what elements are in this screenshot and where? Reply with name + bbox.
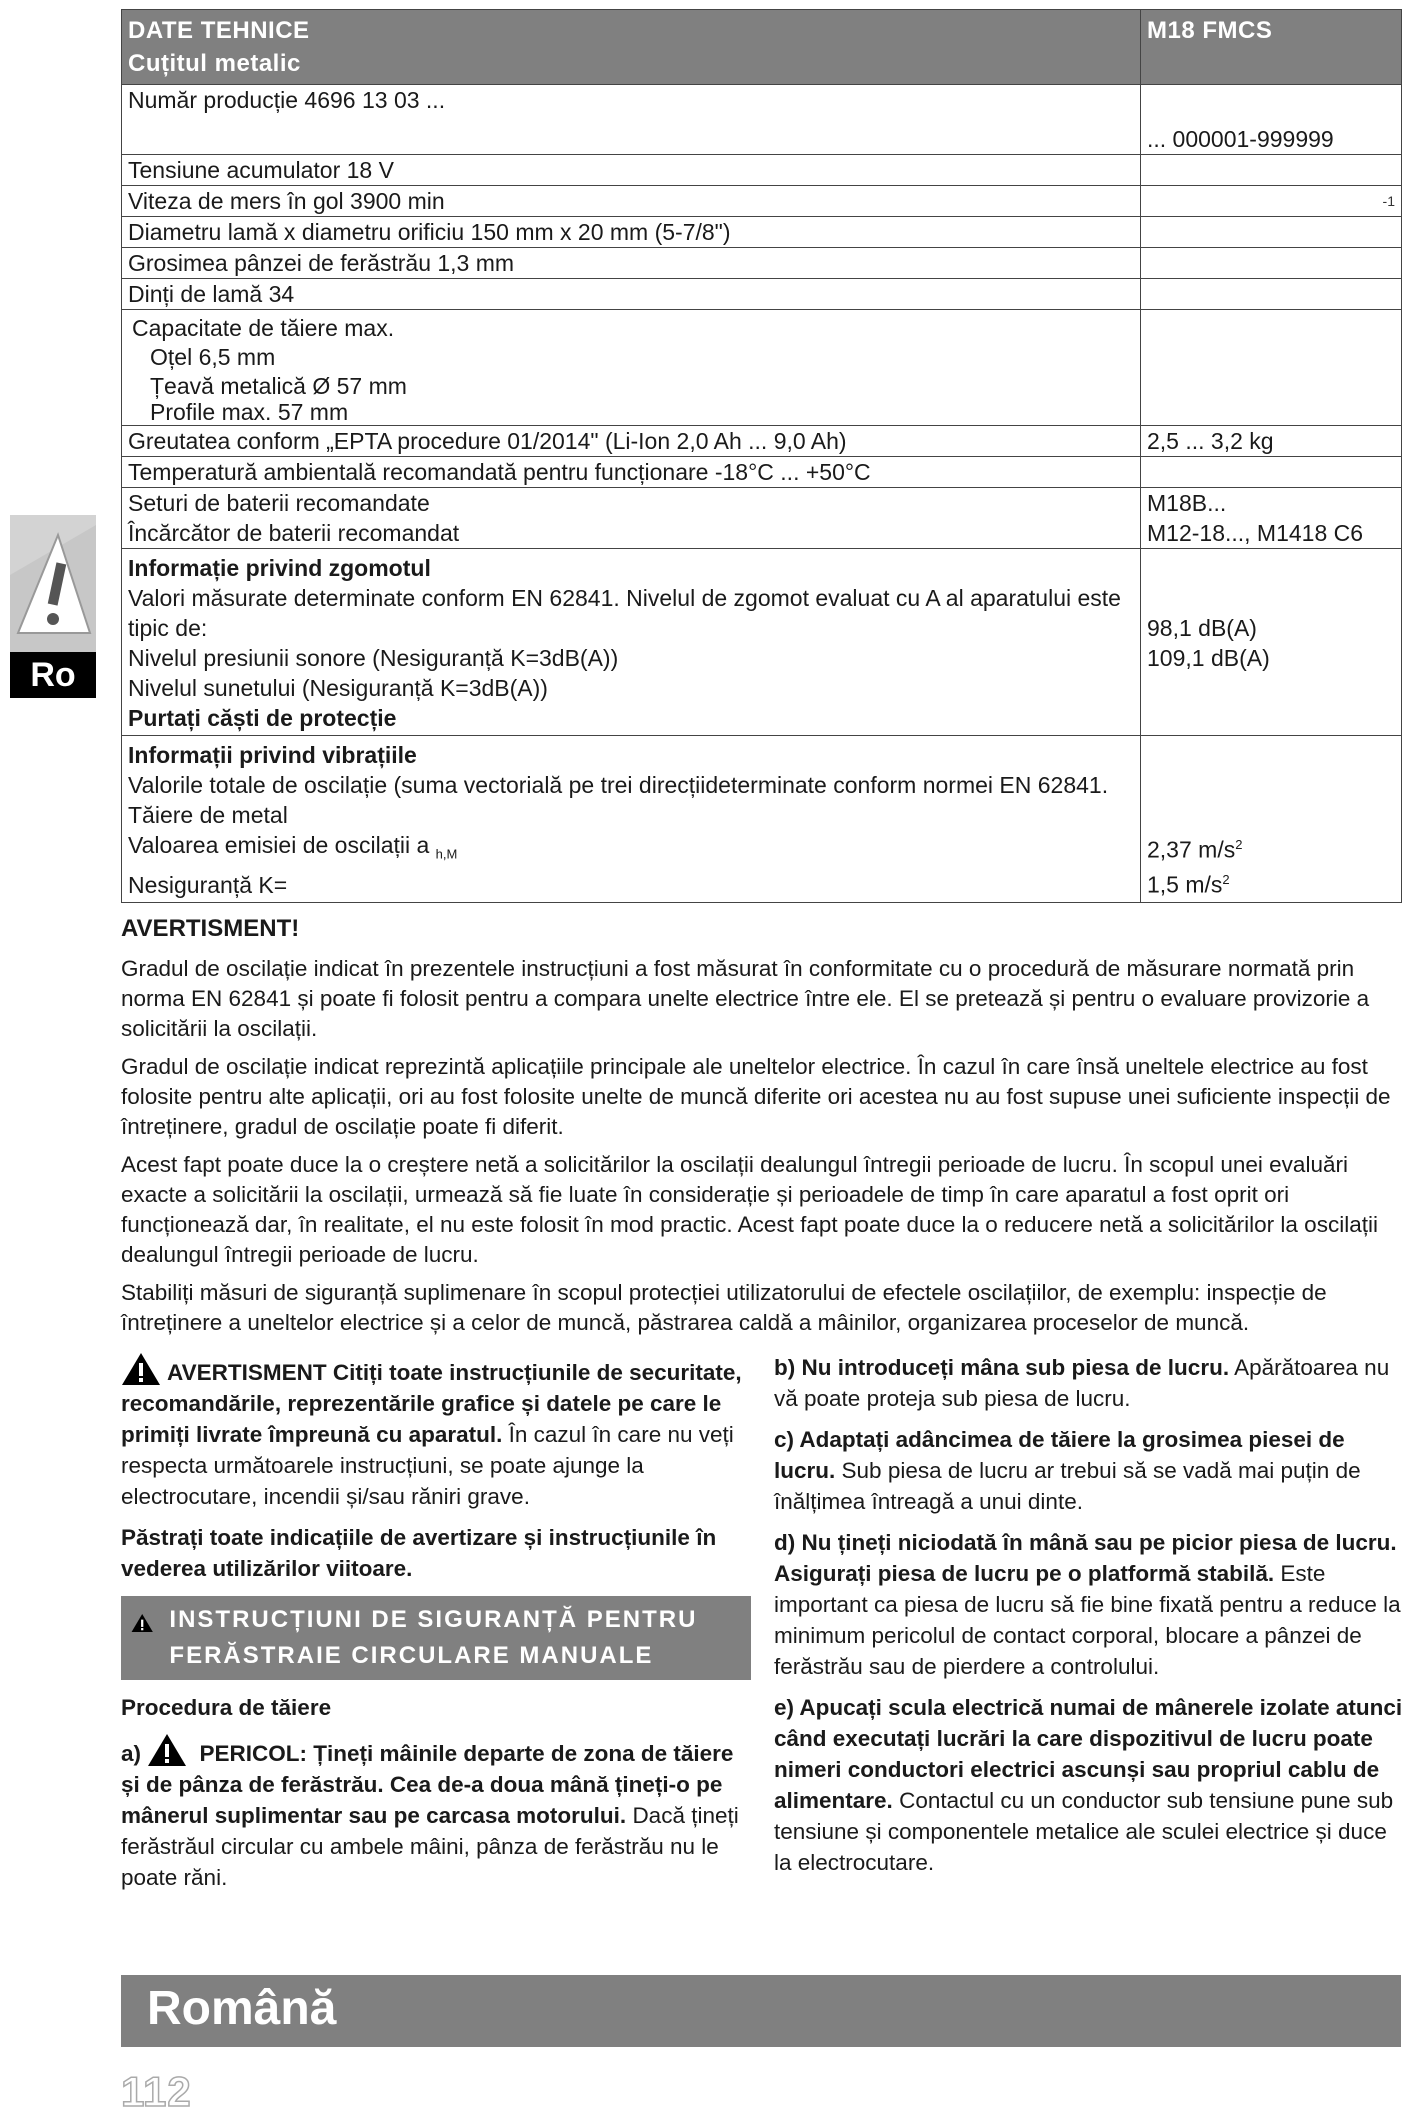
metal-cutting: Tăiere de metal <box>128 802 288 828</box>
technical-data-table <box>121 9 1402 903</box>
row-value: M12-18..., M1418 C6 <box>1147 520 1364 546</box>
warning-paragraph: Acest fapt poate duce la o creștere netă a solicitărilor la oscilații dealungul întregii perioade de lucru. În scopul unei evaluări exacte a solicitării la oscilații, urmează să fie luate în considerație și perioadele de timp în care aparatul a fost oprit ori funcționează dar, în realitate, el nu este folosit în mod practic. Acest fapt poate duce la o reducere netă a solicitărilor la oscilații dealungul întregii perioade de lucru. <box>121 1152 1378 1267</box>
noise-title: Informație privind zgomotul <box>128 555 431 581</box>
sound-pressure-value: 98,1 dB(A) <box>1147 615 1257 641</box>
table-row <box>122 426 1402 457</box>
sound-power-value: 109,1 dB(A) <box>1147 645 1270 671</box>
language-code: Ro <box>10 652 96 698</box>
table-row <box>122 186 1402 217</box>
row-label: Greutatea conform „EPTA procedure 01/2014" (Li-Ion 2,0 Ah ... 9,0 Ah) <box>122 426 1141 457</box>
row-value <box>1141 248 1402 279</box>
table-row <box>122 248 1402 279</box>
sound-pressure-label: Nivelul presiunii sonore (Nesiguranță K=3dB(A)) <box>128 645 619 671</box>
vibration-title: Informații privind vibrațiile <box>128 742 417 768</box>
sound-power-label: Nivelul sunetului (Nesiguranță K=3dB(A)) <box>128 675 548 701</box>
keep-instructions: Păstrați toate indicațiile de avertizare și instrucțiunile în vederea utilizărilor viitoare. <box>121 1525 717 1581</box>
table-row <box>122 217 1402 248</box>
vibration-intro: Valorile totale de oscilație (suma vectorială pe trei direcțiideterminate conform normei EN 62841. <box>128 772 1109 798</box>
footer-language-bar <box>121 1975 1401 2047</box>
warning-title: AVERTISMENT! <box>121 915 300 942</box>
capacity-item: Profile max. 57 mm <box>150 399 349 425</box>
row-value: ... 000001-999999 <box>1141 85 1402 155</box>
table-subtitle: Cuțitul metalic <box>128 50 301 77</box>
table-title: DATE TEHNICE <box>128 17 310 44</box>
table-header <box>122 10 1402 85</box>
capacity-title: Capacitate de tăiere max. <box>132 315 395 341</box>
safety-left-column <box>121 1352 751 1903</box>
capacity-item: Țeavă metalică Ø 57 mm <box>150 373 407 399</box>
warning-triangle-icon <box>131 1606 153 1640</box>
row-label: Tensiune acumulator 18 V <box>122 155 1141 186</box>
row-label: Încărcător de baterii recomandat <box>128 520 460 546</box>
instruction-item-c: c) Adaptați adâncimea de tăiere la grosimea piesei de lucru. Sub piesa de lucru ar trebui să se vadă mai puțin de înălțimea întreagă a unui dinte. <box>774 1427 1361 1514</box>
row-label: Viteza de mers în gol 3900 min <box>122 186 1141 217</box>
safety-right-column <box>774 1352 1404 1888</box>
uncertainty-label: Nesiguranță K= <box>128 871 288 898</box>
warning-paragraph: Gradul de oscilație indicat în prezentele instrucțiuni a fost măsurat în conformitate cu o procedură de măsurare normată prin norma EN 62841 și poate fi folosit pentru a compara unelte electrice între ele. El se pretează și pentru o evaluare provizorie a solicitării la oscilații. <box>121 956 1370 1041</box>
footer-language: Română <box>147 1982 337 2035</box>
page-number: 112 <box>121 2068 192 2115</box>
vibration-emission-value: 2,37 $m/s^2$ <box>1147 836 1243 863</box>
row-label: Număr producție 4696 13 03 ... <box>122 85 1141 155</box>
procedure-heading: Procedura de tăiere <box>121 1695 332 1720</box>
table-row <box>122 310 1402 426</box>
instruction-item-a: a) PERICOL: Țineți mâinile departe de zona de tăiere și de pânza de ferăstrău. Cea de-a doua mână țineți-o pe mânerul suplimentar sau pe carcasa motorului. Dacă țineți ferăstrăul circular cu ambele mâini, pânza de ferăstrău nu le poate răni. <box>121 1733 751 1893</box>
instruction-item-b: b) Nu introduceți mâna sub piesa de lucru. Apărătoarea nu vă poate proteja sub piesa de lucru. <box>774 1355 1390 1411</box>
table-row <box>122 279 1402 310</box>
vibration-warning-section <box>121 914 1399 1346</box>
row-value <box>1141 217 1402 248</box>
language-side-tab <box>10 515 96 698</box>
vibration-emission-label: Valoarea emisiei de oscilații a $_{h,M}$ <box>128 832 458 862</box>
noise-intro: Valori măsurate determinate conform EN 62841. Nivelul de zgomot evaluat cu A al aparatului este tipic de: <box>128 585 1121 641</box>
hearing-protection: Purtați căști de protecție <box>128 705 397 731</box>
row-label: Diametru lamă x diametru orificiu 150 mm x 20 mm (5-7/8") <box>122 217 1141 248</box>
table-row <box>122 155 1402 186</box>
row-value: M18B... <box>1147 490 1227 516</box>
warning-paragraph: Stabiliți măsuri de siguranță suplimenare în scopul protecției utilizatorului de efectele oscilațiilor, de exemplu: inspecție de întreținere a uneltelor electrice și a celor de muncă, păstrarea caldă a mâinilor, organizarea proceselor de muncă. <box>121 1280 1327 1335</box>
table-row <box>122 457 1402 488</box>
instruction-item-e: e) Apucați scula electrică numai de mânerele izolate atunci când executați lucrări la care dispozitivul de lucru poate nimeri conductori electrici ascunși sau propriul cablu de alimentare. Contactul cu un conductor sub tensiune pune sub tensiune și componentele metalice ale sculei electrice și duce la electrocutare. <box>774 1695 1403 1875</box>
row-label: Grosimea pânzei de ferăstrău 1,3 mm <box>122 248 1141 279</box>
section-banner <box>121 1596 751 1680</box>
banner-title: INSTRUCȚIUNI DE SIGURANȚĂ PENTRU FERĂSTRAIE CIRCULARE MANUALE <box>169 1606 698 1669</box>
warning-exclamation-icon <box>10 515 96 652</box>
table-row-vibration <box>122 736 1402 903</box>
row-value: -1 <box>1141 186 1402 217</box>
row-label: Dinți de lamă 34 <box>122 279 1141 310</box>
row-value <box>1141 279 1402 310</box>
row-value: 2,5 ... 3,2 kg <box>1141 426 1402 457</box>
row-label: Seturi de baterii recomandate <box>128 490 430 516</box>
instruction-item-d: d) Nu țineți niciodată în mână sau pe picior piesa de lucru. Asigurați piesa de lucru pe o platformă stabilă. Este important ca piesa de lucru să fie bine fixată pentru a reduce la minimum pericolul de contact corporal, blocare a pânzei de ferăstrău sau de pierdere a controlului. <box>774 1530 1401 1679</box>
capacity-item: Oțel 6,5 mm <box>150 344 276 370</box>
row-value <box>1141 155 1402 186</box>
uncertainty-value: 1,5 $m/s^2$ <box>1147 871 1230 898</box>
row-label: Temperatură ambientală recomandată pentru funcționare -18°C ... +50°C <box>122 457 1141 488</box>
warning-triangle-icon <box>121 1352 161 1386</box>
warning-paragraph: Gradul de oscilație indicat reprezintă aplicațiile principale ale uneltelor electrice. În cazul în care însă uneltele electrice au fost folosite pentru alte aplicații, ori au fost folosite unelte de muncă diferite ori acestea nu au fost supuse unei suficiente inspecții de întreținere, gradul de oscilație poate fi diferit. <box>121 1054 1391 1139</box>
table-row <box>122 85 1402 155</box>
table-row <box>122 488 1402 549</box>
warning-triangle-icon <box>147 1733 187 1767</box>
general-warning: AVERTISMENT Citiți toate instrucțiunile de securitate, recomandările, reprezentările grafice și datele pe care le primiți livrate împreună cu aparatul. În cazul în care nu veți respecta următoarele instrucțiuni, se poate ajunge la electrocutare, incendii și/sau răniri grave. <box>121 1352 751 1512</box>
row-value <box>1141 457 1402 488</box>
table-row-noise <box>122 549 1402 736</box>
model-name: M18 FMCS <box>1141 10 1402 85</box>
